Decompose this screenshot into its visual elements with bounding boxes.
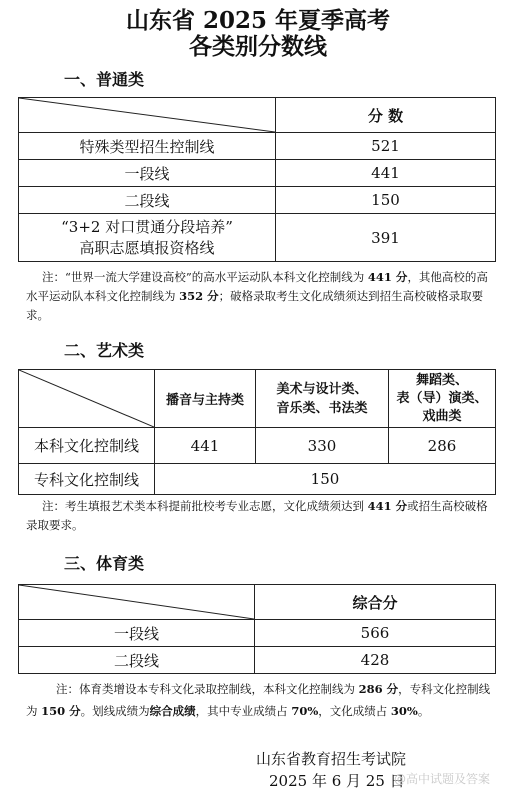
art-row-value: 286 [389,428,496,464]
general-note [26,268,496,325]
diagonal-line [19,370,154,427]
sports-note [26,678,496,722]
general-row-value: 441 [276,160,496,187]
art-col-line: 音乐类、书法类 [276,400,368,416]
issue-date: 2025 年 6 月 25 日 [269,772,405,790]
general-row-label-multiline [19,214,276,262]
note-emphasis: 150 分 [41,704,81,718]
art-row-value: 150 [155,464,496,495]
note-text: 。划线成绩为 [80,704,150,718]
diagonal-line [19,585,254,619]
sports-row-value: 566 [255,620,496,647]
section-general-heading: 一、普通类 [64,70,145,89]
note-text: ，文化成绩占 [318,704,391,718]
art-col-dance-drama [389,370,496,428]
sports-score-table [18,584,496,674]
general-row-value: 391 [276,214,496,262]
note-emphasis: 286 分 [358,682,399,696]
note-text: ，其他高校的高水平运动队本科文化控制线为 [26,270,488,303]
sports-row-label: 一段线 [19,620,255,647]
note-emphasis: 441 分 [367,270,408,284]
art-row-value: 330 [256,428,389,464]
art-col-line: 美术与设计类、 [276,381,368,397]
note-emphasis: 综合成绩 [149,704,196,718]
art-row-label: 本科文化控制线 [19,428,155,464]
note-emphasis: 441 分 [367,499,408,513]
art-col-line: 表（导）演类、 [396,390,488,406]
section-sports-heading: 三、体育类 [64,554,145,573]
art-score-table [18,369,496,495]
section-art-heading: 二、艺术类 [64,341,145,360]
doc-title-line1: 山东省 2025 年夏季高考 [125,7,391,34]
note-text: 注：考生填报艺术类本科提前批校考专业志愿，文化成绩须达到 [42,499,368,513]
note-emphasis: 352 分 [179,289,219,303]
note-text: 。 [417,704,430,718]
sports-row-label: 二段线 [19,647,255,674]
sports-col-header: 综合分 [255,585,496,620]
note-text: ，其中专业成绩占 [195,704,292,718]
diagonal-line [19,98,275,132]
watermark: @高中试题及答案 [394,772,491,786]
art-note [26,497,496,535]
art-row-label: 专科文化控制线 [19,464,155,495]
general-diagonal-header-cell [19,98,276,133]
general-row-value: 150 [276,187,496,214]
general-row-label-line2: 高职志愿填报资格线 [79,238,215,257]
sports-row-value: 428 [255,647,496,674]
general-row-label: 一段线 [19,160,276,187]
general-row-label: 二段线 [19,187,276,214]
note-emphasis: 70% [291,704,319,718]
general-row-label-line1: “3+2 对口贯通分段培养” [61,217,233,236]
note-text: 或招生高校破格录取要求。 [26,499,488,532]
art-diagonal-header-cell [19,370,155,428]
issuing-organization: 山东省教育招生考试院 [256,750,407,768]
note-text: ；破格录取考生文化成绩须达到招生高校破格录取要求。 [26,289,484,322]
note-text: ，专科文化控制线为 [26,682,491,718]
note-text: 注：“世界一流大学建设高校”的高水平运动队本科文化控制线为 [42,270,368,284]
general-score-table [18,97,496,262]
sports-diagonal-header-cell [19,585,255,620]
note-text: 注：体育类增设本专科文化录取控制线，本科文化控制线为 [56,682,359,696]
general-row-label: 特殊类型招生控制线 [19,133,276,160]
art-row-value: 441 [155,428,256,464]
doc-title-line2: 各类别分数线 [189,33,327,60]
art-col-broadcasting: 播音与主持类 [155,370,256,428]
note-emphasis: 30% [390,704,418,718]
general-col-header: 分 数 [276,98,496,133]
art-col-fine-arts-music [256,370,389,428]
general-row-value: 521 [276,133,496,160]
art-col-line: 戏曲类 [422,408,462,424]
art-col-line: 舞蹈类、 [415,372,468,388]
